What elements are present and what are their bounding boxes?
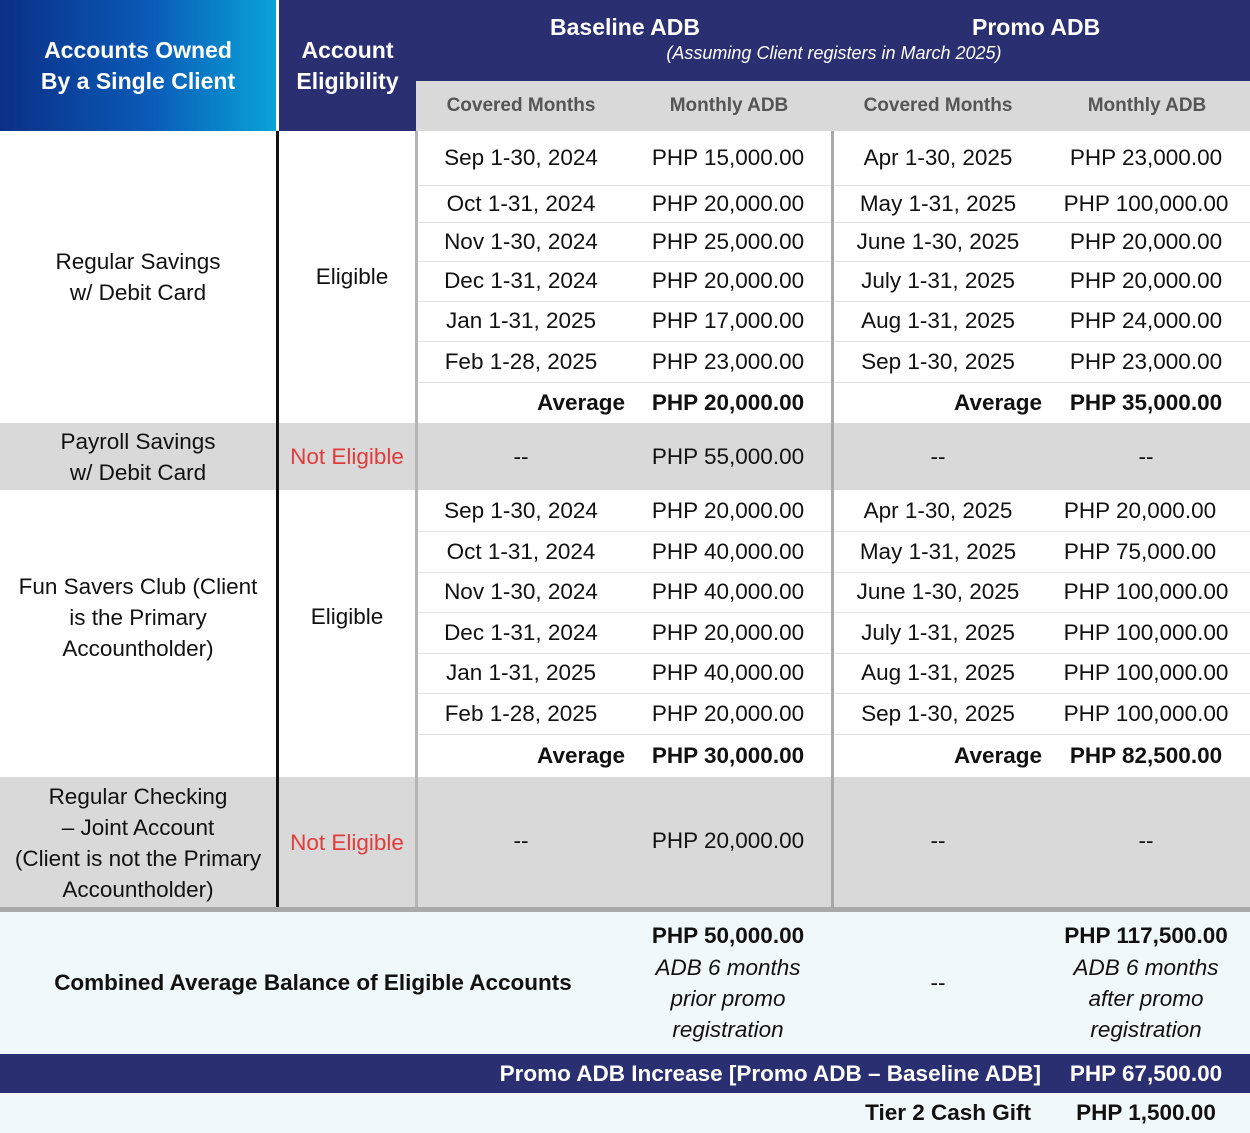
header-owned-line2: By a Single Client [40, 67, 236, 94]
baseline-month: Feb 1-28, 2025 [444, 700, 598, 726]
promo-adb: PHP 100,000.00 [1063, 700, 1229, 726]
combined-promo-note: after promo [1088, 986, 1204, 1011]
account-name-line: Regular Checking [48, 783, 228, 809]
baseline-month: Jan 1-31, 2025 [445, 308, 597, 333]
baseline-month: Nov 1-30, 2024 [444, 579, 598, 604]
promo-increase-value: PHP 67,500.00 [1069, 1060, 1223, 1086]
combined-promo-note: registration [1090, 1017, 1202, 1042]
account-regular-savings [0, 131, 276, 423]
promo-adb: PHP 24,000.00 [1069, 308, 1223, 333]
promo-increase-label: Promo ADB Increase [Promo ADB – Baseline ADB] [499, 1060, 1041, 1086]
promo-adb: PHP 100,000.00 [1063, 190, 1229, 216]
baseline-month: Dec 1-31, 2024 [444, 268, 598, 293]
account-regular-checking [0, 777, 276, 908]
combined-baseline-note: prior promo [670, 986, 786, 1011]
combined-baseline-note: ADB 6 months [655, 955, 801, 980]
promo-month: June 1-30, 2025 [856, 228, 1020, 254]
baseline-adb: PHP 17,000.00 [651, 308, 805, 333]
eligibility-payroll: Not Eligible [290, 443, 404, 469]
payroll-promo-adb: -- [1138, 443, 1154, 469]
eligibility-regular-savings: Eligible [315, 264, 389, 289]
header-account-eligibility [279, 0, 416, 131]
promo-month: Aug 1-31, 2025 [861, 308, 1015, 333]
baseline-adb: PHP 40,000.00 [651, 538, 805, 564]
header-elig-line1: Account [301, 36, 394, 63]
baseline-month: Oct 1-31, 2024 [446, 538, 596, 564]
baseline-adb: PHP 20,000.00 [651, 190, 805, 216]
promo-month: Sep 1-30, 2025 [861, 700, 1015, 726]
subheader-promo-monthly-adb: Monthly ADB [1087, 95, 1207, 116]
tier-cash-gift-row [0, 1093, 1250, 1133]
baseline-month: Nov 1-30, 2024 [444, 228, 598, 254]
checking-baseline-adb: PHP 20,000.00 [651, 827, 805, 853]
account-name-line: Accountholder) [62, 876, 214, 902]
promo-increase-row [0, 1054, 1250, 1093]
account-name-line: is the Primary [69, 604, 207, 630]
baseline-average-label: Average [537, 389, 625, 415]
tier-label: Tier 2 Cash Gift [865, 1100, 1031, 1125]
account-fun-savers [0, 490, 276, 744]
payroll-baseline-adb: PHP 55,000.00 [651, 443, 805, 469]
header-owned-line1: Accounts Owned [44, 36, 232, 63]
promo-month: Sep 1-30, 2025 [861, 348, 1015, 374]
payroll-baseline-month: -- [513, 443, 529, 469]
combined-average-row [0, 912, 1250, 1054]
combined-baseline-note: registration [672, 1017, 784, 1042]
promo-month: Aug 1-31, 2025 [861, 660, 1015, 685]
subheader-promo-covered-months: Covered Months [863, 95, 1013, 116]
promo-month: July 1-31, 2025 [861, 268, 1015, 293]
baseline-month: Dec 1-31, 2024 [444, 619, 598, 645]
account-name-line: w/ Debit Card [69, 459, 207, 485]
account-name-line: Payroll Savings [60, 428, 216, 454]
combined-label: Combined Average Balance of Eligible Accounts [54, 970, 572, 995]
header-accounts-owned [0, 0, 276, 131]
combined-promo-value: PHP 117,500.00 [1064, 923, 1228, 948]
baseline-adb: PHP 20,000.00 [651, 700, 805, 726]
promo-month: Apr 1-30, 2025 [863, 497, 1013, 523]
header-assumption-note: (Assuming Client registers in March 2025) [666, 43, 1002, 63]
baseline-adb: PHP 25,000.00 [651, 228, 805, 254]
promo-month: May 1-31, 2025 [859, 190, 1017, 216]
promo-month: June 1-30, 2025 [856, 579, 1020, 604]
baseline-month: Sep 1-30, 2024 [444, 145, 598, 170]
promo-month: July 1-31, 2025 [861, 619, 1015, 645]
baseline-average-value: PHP 20,000.00 [651, 389, 805, 415]
baseline-adb: PHP 20,000.00 [651, 619, 805, 645]
promo-adb: PHP 23,000.00 [1069, 348, 1223, 374]
baseline-average-value: PHP 30,000.00 [651, 742, 805, 768]
account-name-line: w/ Debit Card [69, 280, 207, 305]
combined-middle: -- [930, 970, 946, 995]
promo-month: May 1-31, 2025 [859, 538, 1017, 564]
promo-adb: PHP 100,000.00 [1063, 579, 1229, 604]
subheader-baseline-covered-months: Covered Months [446, 95, 596, 116]
baseline-adb: PHP 20,000.00 [651, 268, 805, 293]
baseline-month: Jan 1-31, 2025 [445, 660, 597, 685]
account-name-line: Accountholder) [62, 635, 214, 661]
baseline-month: Oct 1-31, 2024 [446, 190, 596, 216]
baseline-month: Sep 1-30, 2024 [444, 497, 598, 523]
baseline-adb: PHP 40,000.00 [651, 660, 805, 685]
baseline-adb: PHP 20,000.00 [651, 497, 805, 523]
promo-adb: PHP 100,000.00 [1063, 619, 1229, 645]
eligibility-checking: Not Eligible [290, 829, 404, 855]
account-name-line: (Client is not the Primary [14, 845, 262, 871]
account-payroll-savings [0, 423, 276, 490]
checking-promo-month: -- [930, 827, 946, 853]
promo-average-label: Average [954, 742, 1042, 768]
combined-promo-note: ADB 6 months [1073, 955, 1219, 980]
baseline-adb: PHP 15,000.00 [651, 145, 805, 170]
promo-average-value: PHP 82,500.00 [1069, 742, 1223, 768]
baseline-month: Feb 1-28, 2025 [444, 348, 598, 374]
eligibility-fun-savers: Eligible [310, 604, 384, 629]
promo-adb: PHP 100,000.00 [1063, 660, 1229, 685]
promo-adb: PHP 75,000.00 [1063, 538, 1217, 564]
promo-adb: PHP 23,000.00 [1069, 145, 1223, 170]
baseline-adb: PHP 40,000.00 [651, 579, 805, 604]
header-elig-line2: Eligibility [296, 67, 399, 94]
baseline-average-label: Average [537, 742, 625, 768]
payroll-promo-month: -- [930, 443, 946, 469]
promo-adb: PHP 20,000.00 [1069, 268, 1223, 293]
combined-promo [1042, 920, 1250, 1045]
subheader-baseline-monthly-adb: Monthly ADB [669, 95, 789, 116]
promo-average-value: PHP 35,000.00 [1069, 389, 1223, 415]
header-baseline-adb: Baseline ADB [550, 14, 700, 40]
promo-month: Apr 1-30, 2025 [863, 145, 1013, 170]
header-subcolumns [416, 81, 1250, 131]
tier-value: PHP 1,500.00 [1076, 1100, 1216, 1125]
account-name-line: – Joint Account [61, 814, 215, 840]
promo-average-label: Average [954, 389, 1042, 415]
checking-promo-adb: -- [1138, 827, 1154, 853]
promo-adb: PHP 20,000.00 [1069, 228, 1223, 254]
checking-baseline-month: -- [513, 827, 529, 853]
combined-baseline-value: PHP 50,000.00 [651, 923, 805, 948]
combined-baseline [624, 920, 832, 1045]
baseline-adb: PHP 23,000.00 [651, 348, 805, 374]
account-name-line: Fun Savers Club (Client [18, 573, 258, 599]
header-adb-band [416, 0, 1250, 81]
account-name-line: Regular Savings [55, 249, 221, 274]
header-promo-adb: Promo ADB [972, 14, 1101, 40]
promo-adb: PHP 20,000.00 [1063, 497, 1217, 523]
